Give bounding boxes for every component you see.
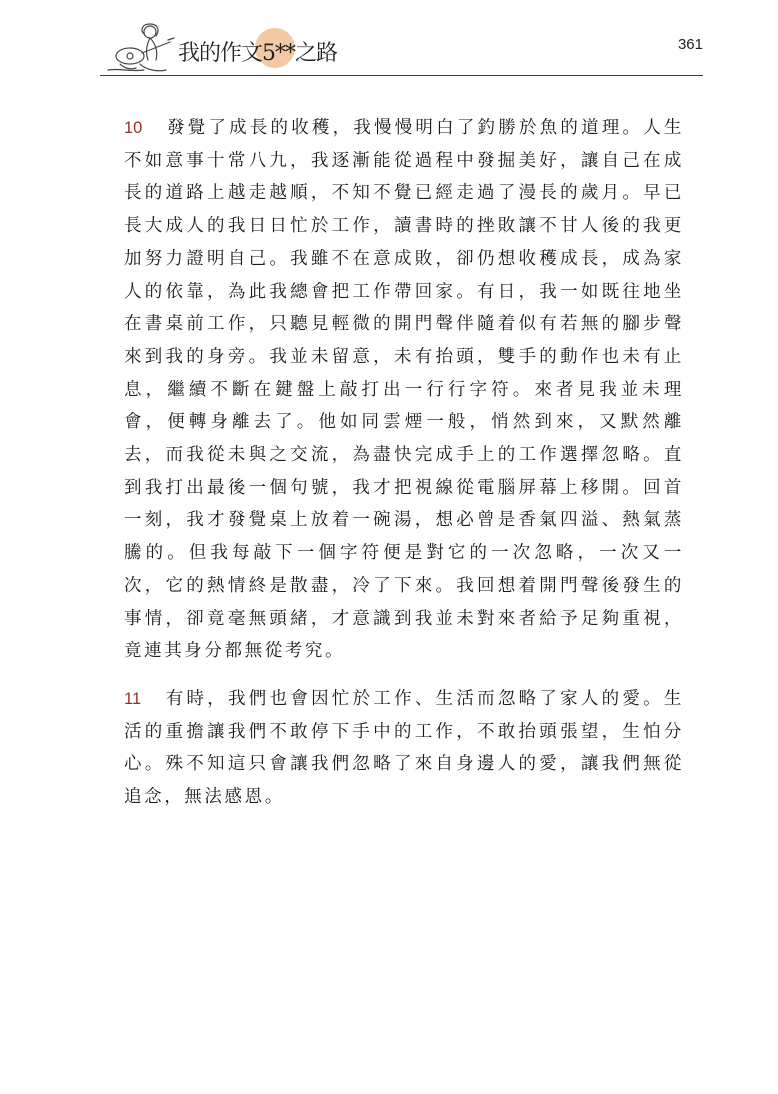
paragraph-10	[124, 112, 684, 668]
paragraph-text: 有時，我們也會因忙於工作、生活而忽略了家人的愛。生活的重擔讓我們不敢停下手中的工作，不敢抬頭張望，生怕分心。殊不知這只會讓我們忽略了來自身邊人的愛，讓我們無從追念，無法感恩。	[124, 688, 684, 808]
paragraph-number: 11	[124, 689, 142, 708]
paragraph-text: 發覺了成長的收穫，我慢慢明白了釣勝於魚的道理。人生不如意事十常八九，我逐漸能從過程中發掘美好，讓自己在成長的道路上越走越順，不知不覺已經走過了漫長的歲月。早已長大成人的我日日忙於工作，讀書時的挫敗讓不甘人後的我更加努力證明自己。我雖不在意成敗，卻仍想收穫成長，成為家人的依靠，為此我總會把工作帶回家。有日，我一如既往地坐在書桌前工作，只聽見輕微的開門聲伴隨着似有若無的腳步聲來到我的身旁。我並未留意，未有抬頭，雙手的動作也未有止息，繼續不斷在鍵盤上敲打出一行行字符。來者見我並未理會，便轉身離去了。他如同雲煙一般，悄然到來，又默然離去，而我從未與之交流，為盡快完成手上的工作選擇忽略。直到我打出最後一個句號，我才把視線從電腦屏幕上移開。回首一刻，我才發覺桌上放着一碗湯，想必曾是香氣四溢、熱氣蒸騰的。但我每敲下一個字符便是對它的一次忽略，一次又一次，它的熱情終是散盡，冷了下來。我回想着開門聲後發生的事情，卻竟毫無頭緒，才意識到我並未對來者給予足夠重視，竟連其身分都無從考究。	[124, 118, 684, 662]
paragraph-number: 10	[124, 119, 143, 137]
article-body	[124, 112, 684, 829]
page-number: 361	[677, 36, 703, 53]
header-divider	[100, 75, 703, 76]
page-header	[100, 20, 703, 78]
paragraph-11	[124, 683, 684, 814]
guitar-player-logo-icon	[100, 20, 180, 76]
book-title-logo: 我的作文5**之路	[178, 41, 337, 66]
